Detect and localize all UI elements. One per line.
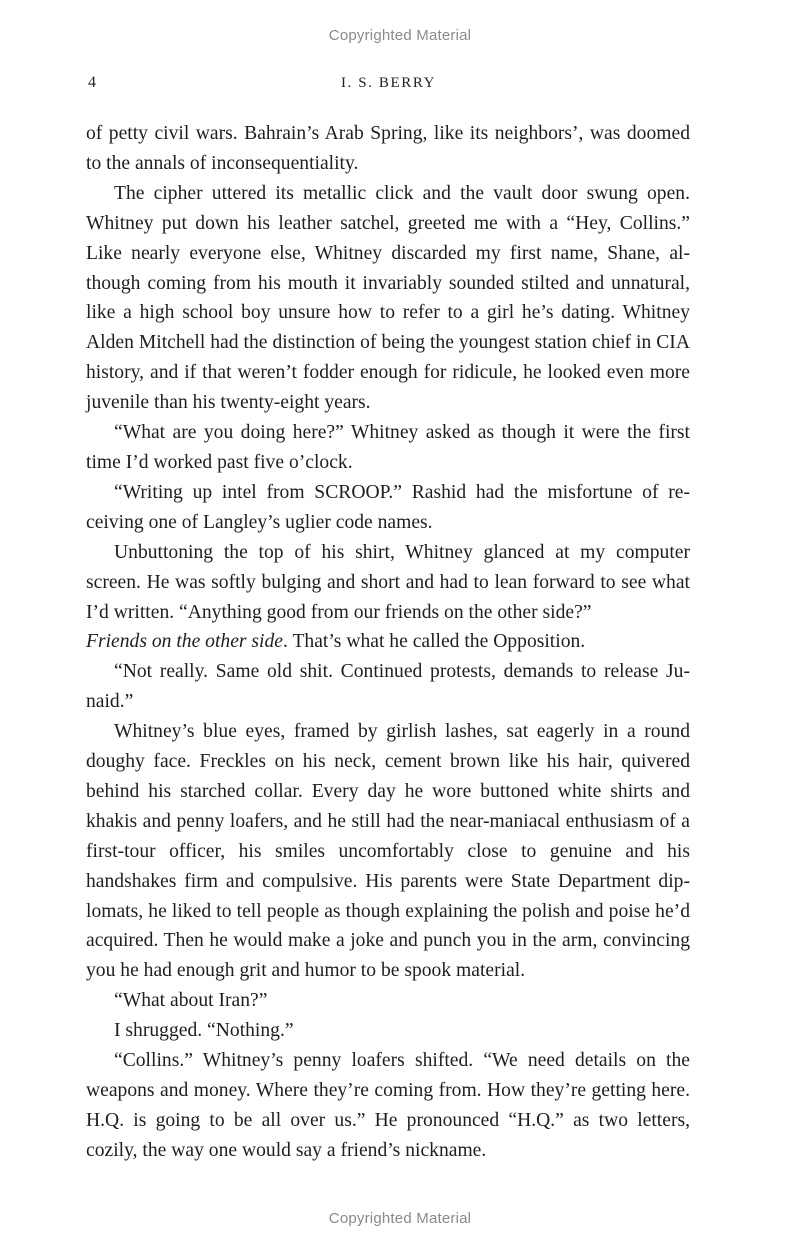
paragraph: “Writing up intel from SCROOP.” Rashid had the misfortune of receiving one of Langley’s uglier code names. <box>86 481 690 533</box>
paragraph: “Not really. Same old shit. Continued protests, demands to release Junaid.” <box>86 661 690 713</box>
paragraph-text: . That’s what he called the Opposition. <box>283 631 586 653</box>
paragraph <box>86 627 690 657</box>
page-number: 4 <box>88 74 96 91</box>
paragraph: Unbuttoning the top of his shirt, Whitney glanced at my computer screen. He was softly bulging and short and had to lean forward to see what I’d written. “Anything good from our friends on the other side?” <box>86 541 690 623</box>
paragraph: “What are you doing here?” Whitney asked as though it were the first time I’d worked past five o’clock. <box>86 422 690 473</box>
copyright-watermark-bottom: Copyrighted Material <box>328 1210 472 1227</box>
paragraph: Whitney’s blue eyes, framed by girlish lashes, sat eagerly in a round doughy face. Freckles on his neck, cement brown like his hair, quivered behind his starched collar. Every day he wore buttoned white shirts and khakis and penny loafers, and he still had the near-maniacal enthusiasm of a first-tour officer, his smiles uncomfortably close to genuine and his handshakes firm and compulsive. His parents were State Department diplomats, he liked to tell people as though explaining the polish and poise he’d acquired. Then he would make a joke and punch you in the arm, convincing you he had enough grit and humor to be spook material. <box>86 721 690 982</box>
paragraph: I shrugged. “Nothing.” <box>114 1020 294 1042</box>
running-header <box>88 74 689 94</box>
running-title: I. S. BERRY <box>340 75 437 91</box>
copyright-watermark-top: Copyrighted Material <box>328 27 472 44</box>
paragraph: The cipher uttered its metallic click and the vault door swung open. Whitney put down his leather satchel, greeted me with a “Hey, Collins.” Like nearly everyone else, Whitney discarded my first name, Shane, although coming from his mouth it invariably sounded stilted and unnatural, like a high school boy unsure how to refer to a girl he’s dating. Whitney Alden Mitchell had the distinction of being the youngest station chief in CIA history, and if that weren’t fodder enough for ridicule, he looked even more juvenile than his twenty-eight years. <box>86 182 690 414</box>
italic-phrase: Friends on the other side <box>86 631 283 653</box>
body-text <box>86 119 690 1166</box>
paragraph: of petty civil wars. Bahrain’s Arab Spring, like its neighbors’, was doomed to the annals of inconsequentiality. <box>86 123 690 174</box>
paragraph: “What about Iran?” <box>114 990 268 1012</box>
paragraph: “Collins.” Whitney’s penny loafers shifted. “We need details on the weapons and money. Where they’re coming from. How they’re getting here. H.Q. is going to be all over us.” He pronounced “H.Q.” as two letters, cozily, the way one would say a friend’s nickname. <box>86 1050 690 1161</box>
